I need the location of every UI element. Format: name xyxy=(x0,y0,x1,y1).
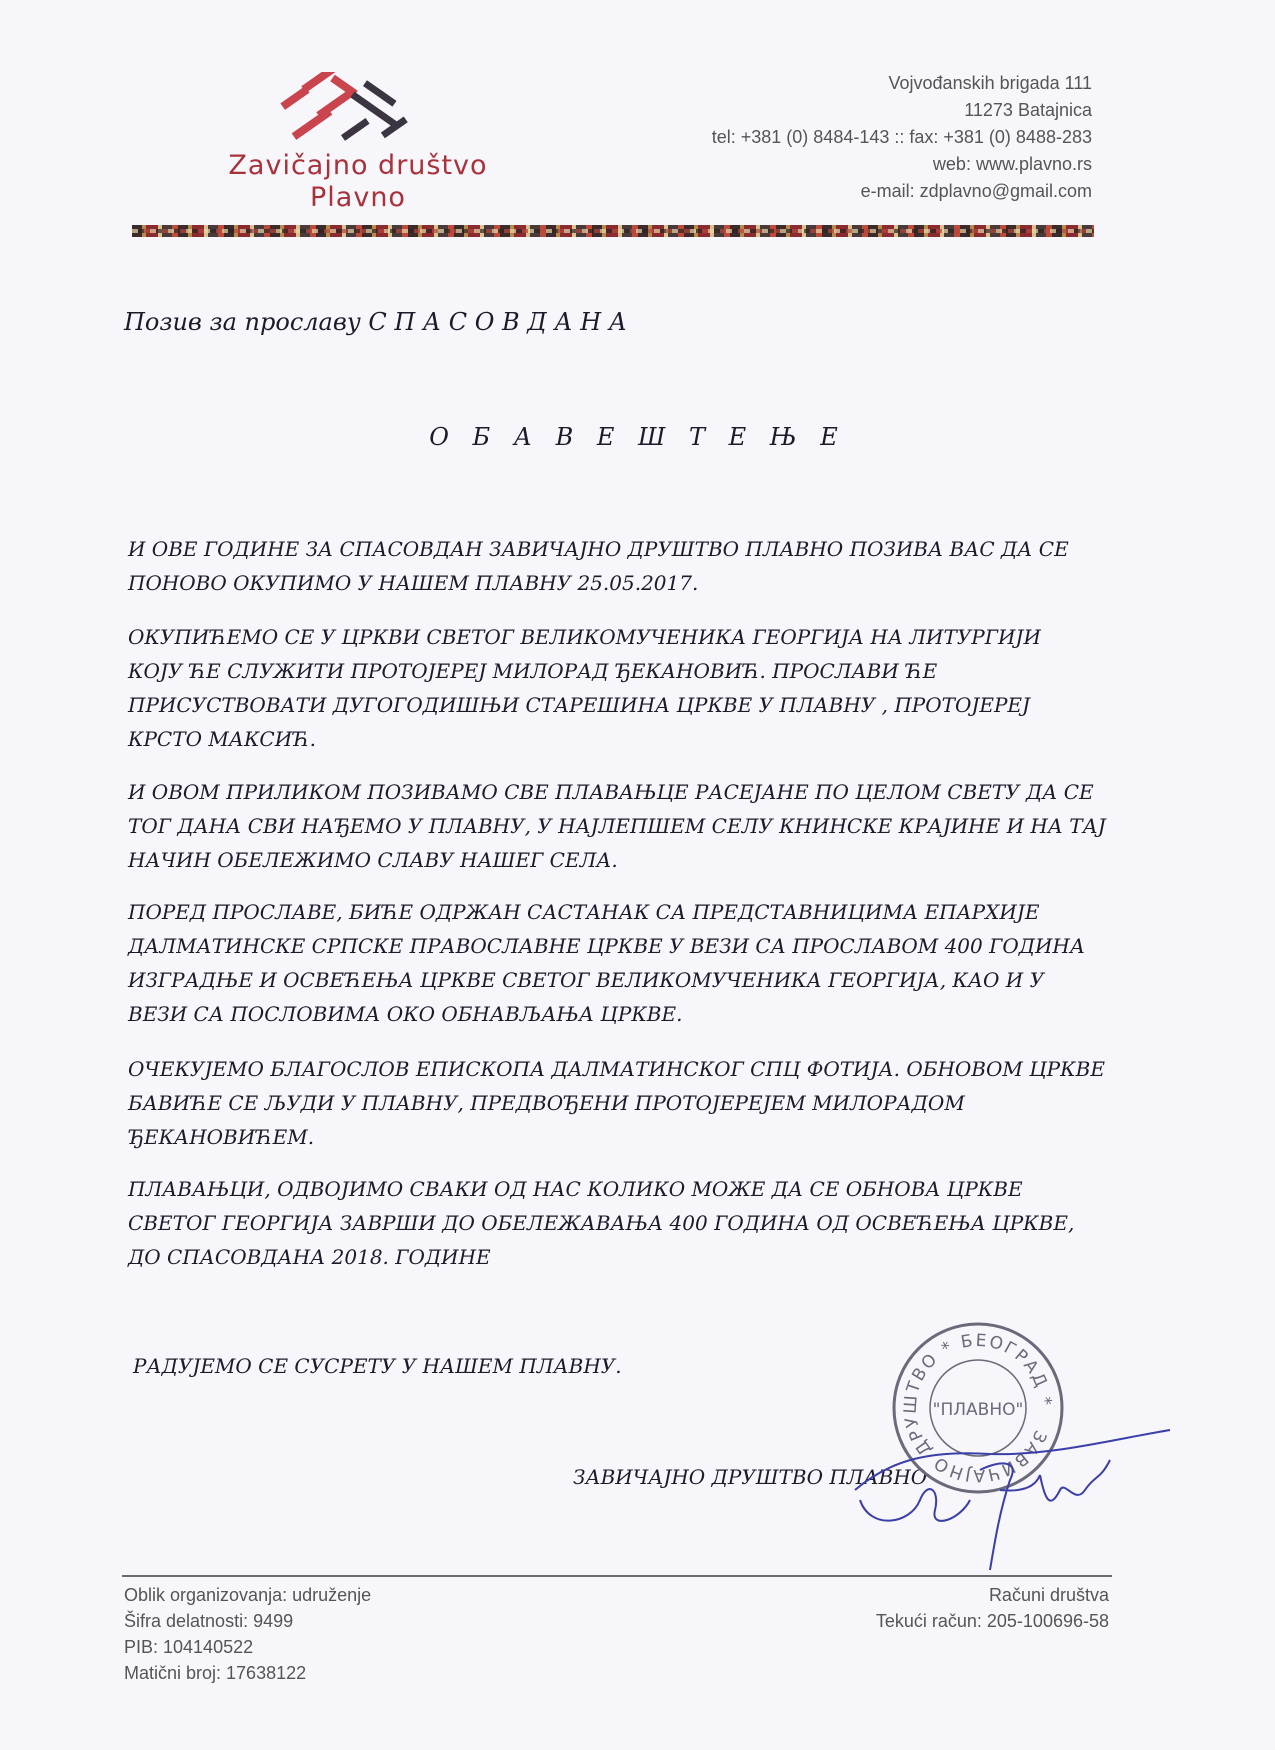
footer-organization-form: Oblik organizovanja: udruženje xyxy=(124,1585,372,1605)
paragraph xyxy=(128,895,1108,1031)
paragraph xyxy=(128,532,1108,600)
stamp-center-text: "ПЛАВНО" xyxy=(932,1400,1024,1420)
paragraph-line: ВЕЗИ СА ПОСЛОВИМА ОКО ОБНАВЉАЊА ЦРКВЕ. xyxy=(128,1002,683,1026)
footer-accounts-title: Računi društva xyxy=(988,1585,1109,1605)
paragraph-line: ДАЛМАТИНСКЕ СРПСКЕ ПРАВОСЛАВНЕ ЦРКВЕ У ВЕЗИ СА ПРОСЛАВОМ 400 ГОДИНА xyxy=(128,934,1086,958)
footer-registration-info xyxy=(124,1582,371,1686)
paragraph-line: НАЧИН ОБЕЛЕЖИМО СЛАВУ НАШЕГ СЕЛА. xyxy=(128,848,618,872)
paragraph-line: ТОГ ДАНА СВИ НАЂЕМО У ПЛАВНУ, У НАЈЛЕПШЕМ СЕЛУ КНИНСКЕ КРАЈИНЕ И НА ТАЈ xyxy=(128,814,1106,838)
ornamental-band xyxy=(132,225,1094,237)
contact-address: Vojvođanskih brigada 111 xyxy=(888,73,1092,93)
contact-city: 11273 Batajnica xyxy=(964,100,1092,120)
footer-registration-number: Matični broj: 17638122 xyxy=(124,1663,307,1683)
paragraph-line: ДО СПАСОВДАНА 2018. ГОДИНЕ xyxy=(128,1245,491,1269)
handwritten-signature xyxy=(850,1420,1180,1580)
contact-phone-fax: tel: +381 (0) 8484-143 :: fax: +381 (0) 8488-283 xyxy=(711,127,1092,147)
letter-subject: Позив за прославу С П А С О В Д А Н А xyxy=(124,308,627,336)
organization-name-line: Zavičajno društvo xyxy=(228,150,488,181)
footer-current-account: Tekući račun: 205-100696-58 xyxy=(875,1611,1109,1631)
footer-activity-code: Šifra delatnosti: 9499 xyxy=(124,1611,294,1631)
paragraph xyxy=(128,1052,1108,1154)
organization-name-line: Plavno xyxy=(310,182,406,213)
paragraph-line: ПОРЕД ПРОСЛАВЕ, БИЋЕ ОДРЖАН САСТАНАК СА ПРЕДСТАВНИЦИМА ЕПАРХИЈЕ xyxy=(128,900,1040,924)
stamp-ring-text: ЗАВИЧАЈНО ДРУШТВО * БЕОГРАД * xyxy=(900,1330,1056,1486)
organization-logo-icon xyxy=(270,72,420,154)
paragraph-line: СВЕТОГ ГЕОРГИЈА ЗАВРШИ ДО ОБЕЛЕЖАВАЊА 400 ГОДИНА ОД ОСВЕЋЕЊА ЦРКВЕ, xyxy=(128,1211,1075,1235)
paragraph-line: И ОВЕ ГОДИНЕ ЗА СПАСОВДАН ЗАВИЧАЈНО ДРУШТВО ПЛАВНО ПОЗИВА ВАС ДА СЕ xyxy=(128,537,1069,561)
signatory-name: ЗАВИЧАЈНО ДРУШТВО ПЛАВНО xyxy=(573,1465,928,1489)
contact-block xyxy=(712,70,1092,205)
paragraph-line: ПРИСУСТВОВАТИ ДУГОГОДИШЊИ СТАРЕШИНА ЦРКВЕ У ПЛАВНУ , ПРОТОЈЕРЕЈ xyxy=(128,693,1031,717)
footer-tax-id: PIB: 104140522 xyxy=(124,1637,254,1657)
paragraph-line: ИЗГРАДЊЕ И ОСВЕЋЕЊА ЦРКВЕ СВЕТОГ ВЕЛИКОМУЧЕНИКА ГЕОРГИЈА, КАО И У xyxy=(128,968,1045,992)
paragraph xyxy=(128,620,1108,756)
paragraph-line: КРСТО МАКСИЋ. xyxy=(128,727,316,751)
letter-heading: О Б А В Е Ш Т Е Њ Е xyxy=(429,423,846,451)
paragraph-line: ОКУПИЋЕМО СЕ У ЦРКВИ СВЕТОГ ВЕЛИКОМУЧЕНИКА ГЕОРГИЈА НА ЛИТУРГИЈИ xyxy=(128,625,1041,649)
footer-divider xyxy=(122,1575,1112,1577)
paragraph-line: ПОНОВО ОКУПИМО У НАШЕМ ПЛАВНУ 25.05.2017. xyxy=(128,571,699,595)
paragraph-line: ЂЕКАНОВИЋЕМ. xyxy=(128,1125,315,1149)
closing-line: РАДУЈЕМО СЕ СУСРЕТУ У НАШЕМ ПЛАВНУ. xyxy=(133,1354,622,1378)
footer-bank-info xyxy=(876,1582,1109,1634)
paragraph-line: ПЛАВАЊЦИ, ОДВОЈИМО СВАКИ ОД НАС КОЛИКО МОЖЕ ДА СЕ ОБНОВА ЦРКВЕ xyxy=(128,1177,1023,1201)
paragraph xyxy=(128,1172,1108,1274)
paragraph xyxy=(128,775,1108,877)
paragraph-line: БАВИЋЕ СЕ ЉУДИ У ПЛАВНУ, ПРЕДВОЂЕНИ ПРОТОЈЕРЕЈЕМ МИЛОРАДОМ xyxy=(128,1091,965,1115)
organization-name xyxy=(188,150,528,214)
paragraph-line: ОЧЕКУЈЕМО БЛАГОСЛОВ ЕПИСКОПА ДАЛМАТИНСКОГ СПЦ ФОТИЈА. ОБНОВОМ ЦРКВЕ xyxy=(128,1057,1105,1081)
contact-web: web: www.plavno.rs xyxy=(932,154,1092,174)
paragraph-line: И ОВОМ ПРИЛИКОМ ПОЗИВАМО СВЕ ПЛАВАЊЦЕ РАСЕЈАНЕ ПО ЦЕЛОМ СВЕТУ ДА СЕ xyxy=(128,780,1094,804)
contact-email: e-mail: zdplavno@gmail.com xyxy=(860,181,1092,201)
paragraph-line: КОЈУ ЋЕ СЛУЖИТИ ПРОТОЈЕРЕЈ МИЛОРАД ЂЕКАНОВИЋ. ПРОСЛАВИ ЋЕ xyxy=(128,659,938,683)
